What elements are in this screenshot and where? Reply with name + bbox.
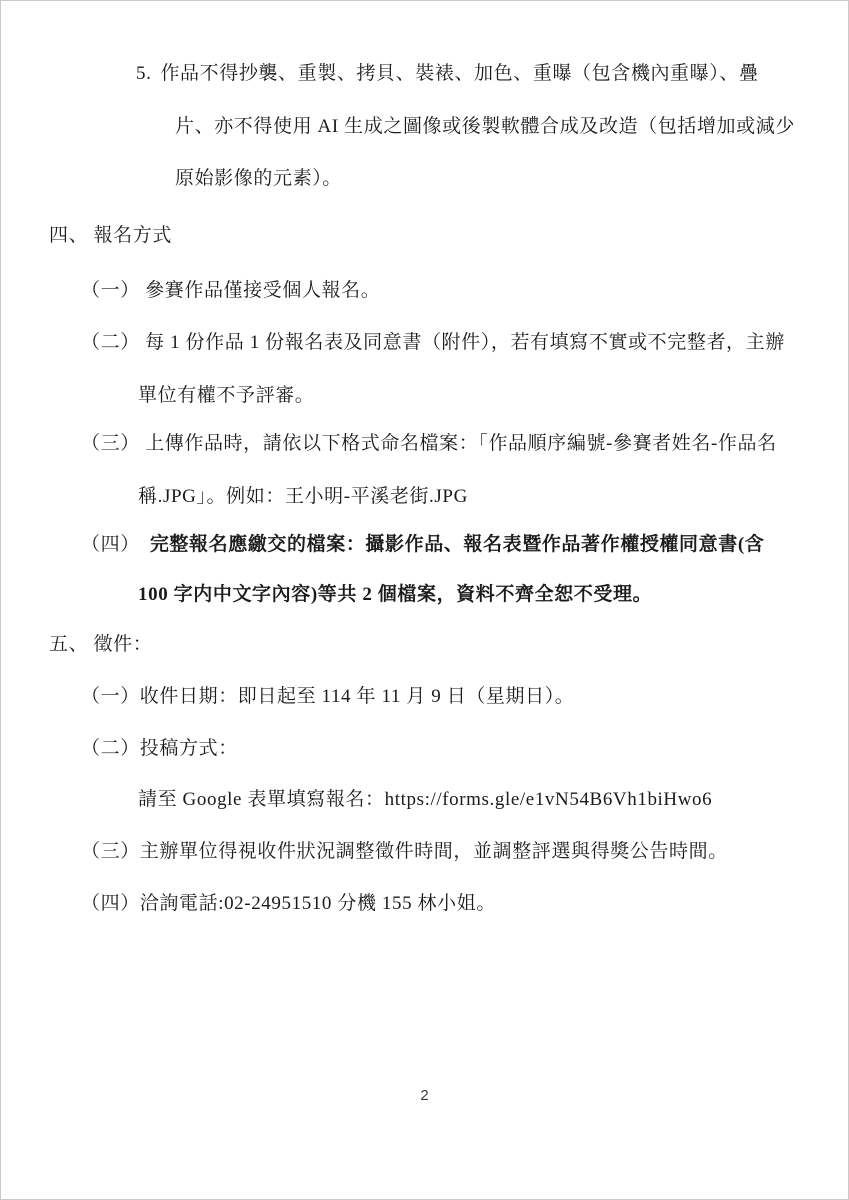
list-item-5-line-3: 原始影像的元素）。 (175, 168, 342, 189)
section-4-item-4-label: （四） (81, 534, 140, 555)
section-4-item-2-line-2: 單位有權不予評審。 (138, 385, 315, 406)
section-4-item-3-line-1: （三） 上傳作品時，請依以下格式命名檔案：「作品順序編號-參賽者姓名-作品名 (81, 433, 777, 454)
section-5-item-2-detail: 請至 Google 表單填寫報名：https://forms.gle/e1vN54B6Vh1biHwo6 (138, 789, 713, 810)
section-4-item-2-line-1: （二） 每 1 份作品 1 份報名表及同意書（附件），若有填寫不實或不完整者，主辦 (81, 332, 785, 353)
section-5-heading: 五、 徵件： (49, 634, 153, 655)
list-item-5-line-1 (136, 60, 759, 87)
section-4-item-4-line-1 (81, 531, 764, 558)
page-number: 2 (420, 1087, 429, 1104)
section-5-item-1: （一）收件日期：即日起至 114 年 11 月 9 日（星期日）。 (81, 686, 575, 707)
section-4-item-3-line-2: 稱.JPG」。例如：王小明-平溪老街.JPG (138, 486, 468, 507)
list-item-5-text: 作品不得抄襲、重製、拷貝、裝裱、加色、重曝（包含機內重曝）、疊 (160, 63, 759, 84)
section-4-heading: 四、 報名方式 (49, 225, 172, 246)
section-4-item-4-line-2: 100 字内中文字內容)等共 2 個檔案，資料不齊全恕不受理。 (138, 584, 653, 605)
section-4-item-4-bold-text: 完整報名應繳交的檔案：攝影作品、報名表暨作品著作權授權同意書(含 (149, 534, 765, 555)
section-5-item-3: （三）主辦單位得視收件狀況調整徵件時間，並調整評選與得獎公告時間。 (81, 841, 728, 862)
section-5-item-2: （二）投稿方式： (81, 738, 238, 759)
section-5-item-4: （四）洽詢電話:02-24951510 分機 155 林小姐。 (81, 893, 496, 914)
list-item-5-line-2: 片、亦不得使用 AI 生成之圖像或後製軟體合成及改造（包括增加或減少 (175, 116, 795, 137)
list-item-5-marker: 5. (136, 63, 152, 84)
section-4-item-1: （一） 參賽作品僅接受個人報名。 (81, 280, 381, 301)
